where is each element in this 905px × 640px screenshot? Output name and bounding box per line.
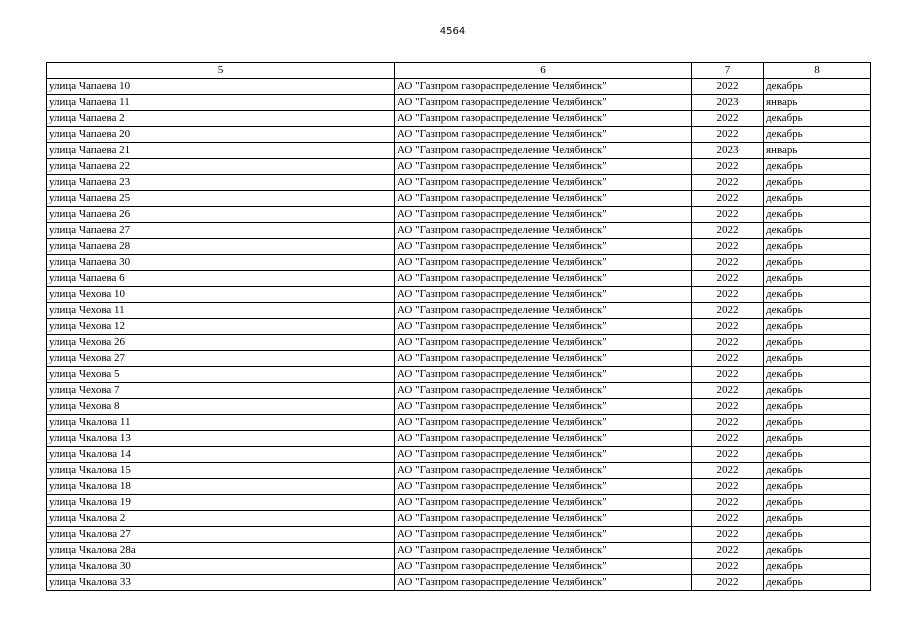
organization-cell: АО "Газпром газораспределение Челябинск" [395, 111, 692, 127]
year-cell: 2022 [692, 191, 764, 207]
address-cell: улица Чехова 26 [47, 335, 395, 351]
table-row [47, 159, 871, 175]
table-row [47, 383, 871, 399]
year-cell: 2022 [692, 431, 764, 447]
table-body [47, 79, 871, 591]
organization-cell: АО "Газпром газораспределение Челябинск" [395, 95, 692, 111]
table-row [47, 511, 871, 527]
table-row [47, 95, 871, 111]
year-cell: 2022 [692, 351, 764, 367]
schedule-table [46, 62, 871, 591]
table-row [47, 335, 871, 351]
table-row [47, 479, 871, 495]
organization-cell: АО "Газпром газораспределение Челябинск" [395, 239, 692, 255]
organization-cell: АО "Газпром газораспределение Челябинск" [395, 143, 692, 159]
table-row [47, 447, 871, 463]
organization-cell: АО "Газпром газораспределение Челябинск" [395, 207, 692, 223]
month-cell: декабрь [764, 175, 871, 191]
month-cell: декабрь [764, 479, 871, 495]
organization-cell: АО "Газпром газораспределение Челябинск" [395, 383, 692, 399]
year-cell: 2022 [692, 367, 764, 383]
column-header-address: 5 [47, 63, 395, 79]
organization-cell: АО "Газпром газораспределение Челябинск" [395, 543, 692, 559]
month-cell: декабрь [764, 351, 871, 367]
organization-cell: АО "Газпром газораспределение Челябинск" [395, 431, 692, 447]
table-row [47, 367, 871, 383]
organization-cell: АО "Газпром газораспределение Челябинск" [395, 175, 692, 191]
address-cell: улица Чапаева 28 [47, 239, 395, 255]
year-cell: 2022 [692, 239, 764, 255]
address-cell: улица Чкалова 28а [47, 543, 395, 559]
address-cell: улица Чапаева 22 [47, 159, 395, 175]
year-cell: 2022 [692, 479, 764, 495]
month-cell: декабрь [764, 543, 871, 559]
table-row [47, 351, 871, 367]
year-cell: 2022 [692, 335, 764, 351]
address-cell: улица Чапаева 25 [47, 191, 395, 207]
organization-cell: АО "Газпром газораспределение Челябинск" [395, 575, 692, 591]
month-cell: декабрь [764, 559, 871, 575]
year-cell: 2022 [692, 303, 764, 319]
organization-cell: АО "Газпром газораспределение Челябинск" [395, 255, 692, 271]
month-cell: декабрь [764, 335, 871, 351]
table-row [47, 255, 871, 271]
year-cell: 2022 [692, 79, 764, 95]
address-cell: улица Чкалова 30 [47, 559, 395, 575]
year-cell: 2022 [692, 399, 764, 415]
organization-cell: АО "Газпром газораспределение Челябинск" [395, 559, 692, 575]
year-cell: 2022 [692, 495, 764, 511]
table-row [47, 495, 871, 511]
year-cell: 2022 [692, 447, 764, 463]
table-row [47, 111, 871, 127]
address-cell: улица Чехова 8 [47, 399, 395, 415]
table-row [47, 207, 871, 223]
address-cell: улица Чехова 10 [47, 287, 395, 303]
column-header-year: 7 [692, 63, 764, 79]
month-cell: декабрь [764, 367, 871, 383]
organization-cell: АО "Газпром газораспределение Челябинск" [395, 415, 692, 431]
organization-cell: АО "Газпром газораспределение Челябинск" [395, 319, 692, 335]
address-cell: улица Чкалова 27 [47, 527, 395, 543]
address-cell: улица Чехова 5 [47, 367, 395, 383]
address-cell: улица Чапаева 23 [47, 175, 395, 191]
page-number: 4564 [439, 26, 466, 37]
table-row [47, 143, 871, 159]
month-cell: январь [764, 143, 871, 159]
organization-cell: АО "Газпром газораспределение Челябинск" [395, 495, 692, 511]
organization-cell: АО "Газпром газораспределение Челябинск" [395, 191, 692, 207]
organization-cell: АО "Газпром газораспределение Челябинск" [395, 527, 692, 543]
month-cell: декабрь [764, 207, 871, 223]
year-cell: 2022 [692, 575, 764, 591]
year-cell: 2022 [692, 527, 764, 543]
organization-cell: АО "Газпром газораспределение Челябинск" [395, 79, 692, 95]
year-cell: 2022 [692, 207, 764, 223]
table-header [47, 63, 871, 79]
year-cell: 2022 [692, 159, 764, 175]
table-row [47, 191, 871, 207]
table-row [47, 543, 871, 559]
address-cell: улица Чехова 27 [47, 351, 395, 367]
year-cell: 2022 [692, 511, 764, 527]
year-cell: 2022 [692, 111, 764, 127]
address-cell: улица Чапаева 2 [47, 111, 395, 127]
table-row [47, 287, 871, 303]
year-cell: 2022 [692, 383, 764, 399]
year-cell: 2022 [692, 223, 764, 239]
organization-cell: АО "Газпром газораспределение Челябинск" [395, 127, 692, 143]
month-cell: декабрь [764, 319, 871, 335]
year-cell: 2022 [692, 319, 764, 335]
month-cell: декабрь [764, 111, 871, 127]
organization-cell: АО "Газпром газораспределение Челябинск" [395, 479, 692, 495]
address-cell: улица Чкалова 33 [47, 575, 395, 591]
month-cell: декабрь [764, 511, 871, 527]
address-cell: улица Чапаева 30 [47, 255, 395, 271]
organization-cell: АО "Газпром газораспределение Челябинск" [395, 159, 692, 175]
month-cell: декабрь [764, 79, 871, 95]
address-cell: улица Чапаева 10 [47, 79, 395, 95]
header-row [47, 63, 871, 79]
organization-cell: АО "Газпром газораспределение Челябинск" [395, 447, 692, 463]
month-cell: декабрь [764, 575, 871, 591]
month-cell: декабрь [764, 447, 871, 463]
table-row [47, 559, 871, 575]
year-cell: 2022 [692, 271, 764, 287]
organization-cell: АО "Газпром газораспределение Челябинск" [395, 335, 692, 351]
month-cell: декабрь [764, 463, 871, 479]
month-cell: декабрь [764, 383, 871, 399]
month-cell: декабрь [764, 303, 871, 319]
address-cell: улица Чапаева 20 [47, 127, 395, 143]
column-header-organization: 6 [395, 63, 692, 79]
table-row [47, 271, 871, 287]
table-row [47, 175, 871, 191]
organization-cell: АО "Газпром газораспределение Челябинск" [395, 367, 692, 383]
month-cell: декабрь [764, 271, 871, 287]
table-row [47, 575, 871, 591]
month-cell: декабрь [764, 431, 871, 447]
organization-cell: АО "Газпром газораспределение Челябинск" [395, 303, 692, 319]
month-cell: декабрь [764, 527, 871, 543]
table-row [47, 223, 871, 239]
year-cell: 2022 [692, 175, 764, 191]
address-cell: улица Чехова 12 [47, 319, 395, 335]
organization-cell: АО "Газпром газораспределение Челябинск" [395, 271, 692, 287]
year-cell: 2022 [692, 415, 764, 431]
year-cell: 2022 [692, 127, 764, 143]
organization-cell: АО "Газпром газораспределение Челябинск" [395, 511, 692, 527]
address-cell: улица Чапаева 11 [47, 95, 395, 111]
organization-cell: АО "Газпром газораспределение Челябинск" [395, 399, 692, 415]
table-row [47, 415, 871, 431]
address-cell: улица Чапаева 6 [47, 271, 395, 287]
month-cell: январь [764, 95, 871, 111]
month-cell: декабрь [764, 159, 871, 175]
table-row [47, 127, 871, 143]
table-row [47, 303, 871, 319]
address-cell: улица Чкалова 19 [47, 495, 395, 511]
year-cell: 2023 [692, 143, 764, 159]
year-cell: 2022 [692, 559, 764, 575]
table-row [47, 527, 871, 543]
organization-cell: АО "Газпром газораспределение Челябинск" [395, 223, 692, 239]
month-cell: декабрь [764, 415, 871, 431]
year-cell: 2022 [692, 543, 764, 559]
month-cell: декабрь [764, 287, 871, 303]
table-row [47, 239, 871, 255]
table-row [47, 431, 871, 447]
table-row [47, 319, 871, 335]
address-cell: улица Чкалова 14 [47, 447, 395, 463]
year-cell: 2022 [692, 255, 764, 271]
year-cell: 2022 [692, 463, 764, 479]
address-cell: улица Чапаева 26 [47, 207, 395, 223]
column-header-month: 8 [764, 63, 871, 79]
month-cell: декабрь [764, 495, 871, 511]
organization-cell: АО "Газпром газораспределение Челябинск" [395, 463, 692, 479]
address-cell: улица Чкалова 11 [47, 415, 395, 431]
month-cell: декабрь [764, 255, 871, 271]
table-row [47, 399, 871, 415]
address-cell: улица Чехова 11 [47, 303, 395, 319]
month-cell: декабрь [764, 399, 871, 415]
month-cell: декабрь [764, 239, 871, 255]
table-row [47, 79, 871, 95]
address-cell: улица Чкалова 13 [47, 431, 395, 447]
organization-cell: АО "Газпром газораспределение Челябинск" [395, 287, 692, 303]
year-cell: 2023 [692, 95, 764, 111]
month-cell: декабрь [764, 223, 871, 239]
address-cell: улица Чапаева 21 [47, 143, 395, 159]
table-row [47, 463, 871, 479]
address-cell: улица Чкалова 2 [47, 511, 395, 527]
address-cell: улица Чкалова 18 [47, 479, 395, 495]
year-cell: 2022 [692, 287, 764, 303]
address-cell: улица Чкалова 15 [47, 463, 395, 479]
address-cell: улица Чапаева 27 [47, 223, 395, 239]
organization-cell: АО "Газпром газораспределение Челябинск" [395, 351, 692, 367]
month-cell: декабрь [764, 191, 871, 207]
month-cell: декабрь [764, 127, 871, 143]
address-cell: улица Чехова 7 [47, 383, 395, 399]
